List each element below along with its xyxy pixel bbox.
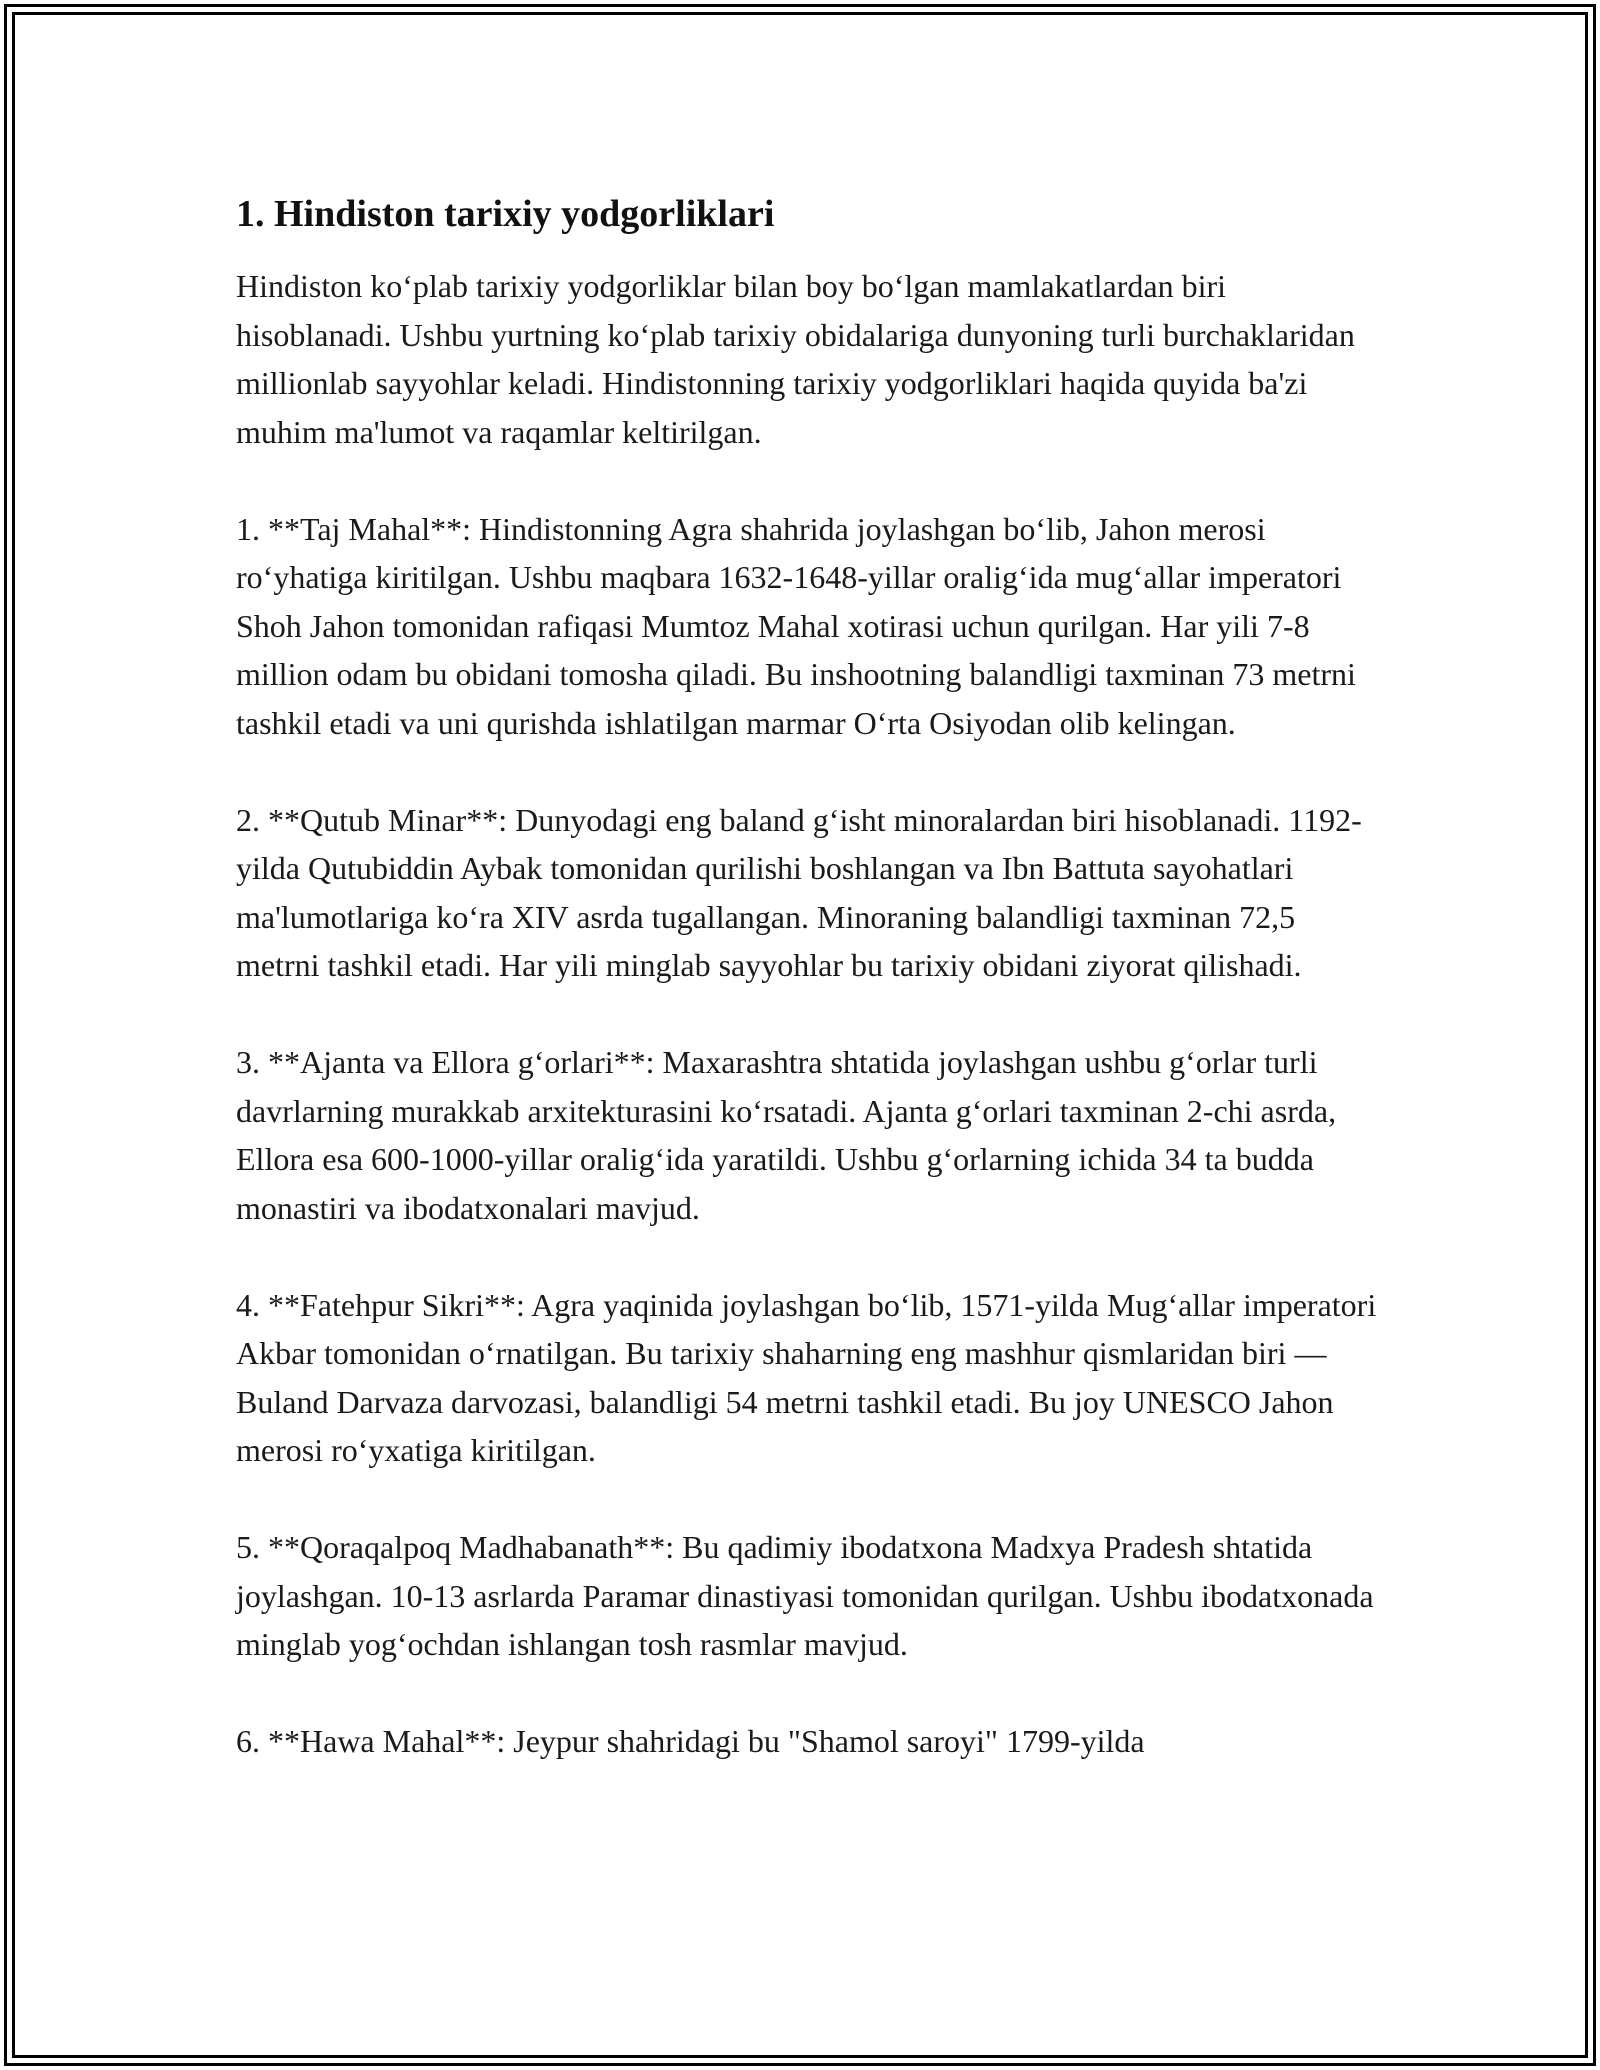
paragraph-hawa-mahal: 6. **Hawa Mahal**: Jeypur shahridagi bu "Shamol saroyi" 1799-yilda bbox=[236, 1723, 1145, 1759]
paragraph-taj-mahal: 1. **Taj Mahal**: Hindistonning Agra shahrida joylashgan bo‘lib, Jahon merosi ro‘yhatiga kiritilgan. Ushbu maqbara 1632-1648-yillar oralig‘ida mug‘allar imperatori Shoh Jahon tomonidan rafiqasi Mumtoz Mahal xotirasi uchun qurilgan. Har yili 7-8 million odam bu obidani tomosha qiladi. Bu inshootning balandligi taxminan 73 metrni tashkil etadi va uni qurishda ishlatilgan marmar O‘rta Osiyodan olib kelingan. bbox=[236, 510, 1356, 741]
paragraph-ajanta-ellora: 3. **Ajanta va Ellora g‘orlari**: Maxarashtra shtatida joylashgan ushbu g‘orlar turli davrlarning murakkab arxitekturasini ko‘rsatadi. Ajanta g‘orlari taxminan 2-chi asrda, Ellora esa 600-1000-yillar oralig‘ida yaratildi. Ushbu g‘orlarning ichida 34 ta budda monastiri va ibodatxonalari mavjud. bbox=[236, 1044, 1337, 1226]
document-title: 1. Hindiston tarixiy yodgorliklari bbox=[236, 193, 775, 235]
paragraph-qoraqalpoq-madhabanath: 5. **Qoraqalpoq Madhabanath**: Bu qadimiy ibodatxona Madxya Pradesh shtatida joylashgan. 10-13 asrlarda Paramar dinastiyasi tomonidan qurilgan. Ushbu ibodatxonada minglab yog‘ochdan ishlangan tosh rasmlar mavjud. bbox=[236, 1529, 1374, 1662]
document-page bbox=[236, 186, 1386, 1766]
paragraph-fatehpur-sikri: 4. **Fatehpur Sikri**: Agra yaqinida joylashgan bo‘lib, 1571-yilda Mug‘allar imperatori Akbar tomonidan o‘rnatilgan. Bu tarixiy shaharning eng mashhur qismlaridan biri — Buland Darvaza darvozasi, balandligi 54 metrni tashkil etadi. Bu joy UNESCO Jahon merosi ro‘yxatiga kiritilgan. bbox=[236, 1286, 1377, 1468]
intro-paragraph: Hindiston ko‘plab tarixiy yodgorliklar bilan boy bo‘lgan mamlakatlardan biri hisoblanadi. Ushbu yurtning ko‘plab tarixiy obidalariga dunyoning turli burchaklaridan millionlab sayyohlar keladi. Hindistonning tarixiy yodgorliklari haqida quyida ba'zi muhim ma'lumot va raqamlar keltirilgan. bbox=[236, 268, 1355, 450]
paragraph-qutub-minar: 2. **Qutub Minar**: Dunyodagi eng baland g‘isht minoralardan biri hisoblanadi. 1192-yilda Qutubiddin Aybak tomonidan qurilishi boshlangan va Ibn Battuta sayohatlari ma'lumotlariga ko‘ra XIV asrda tugallangan. Minoraning balandligi taxminan 72,5 metrni tashkil etadi. Har yili minglab sayyohlar bu tarixiy obidani ziyorat qilishadi. bbox=[236, 801, 1362, 983]
